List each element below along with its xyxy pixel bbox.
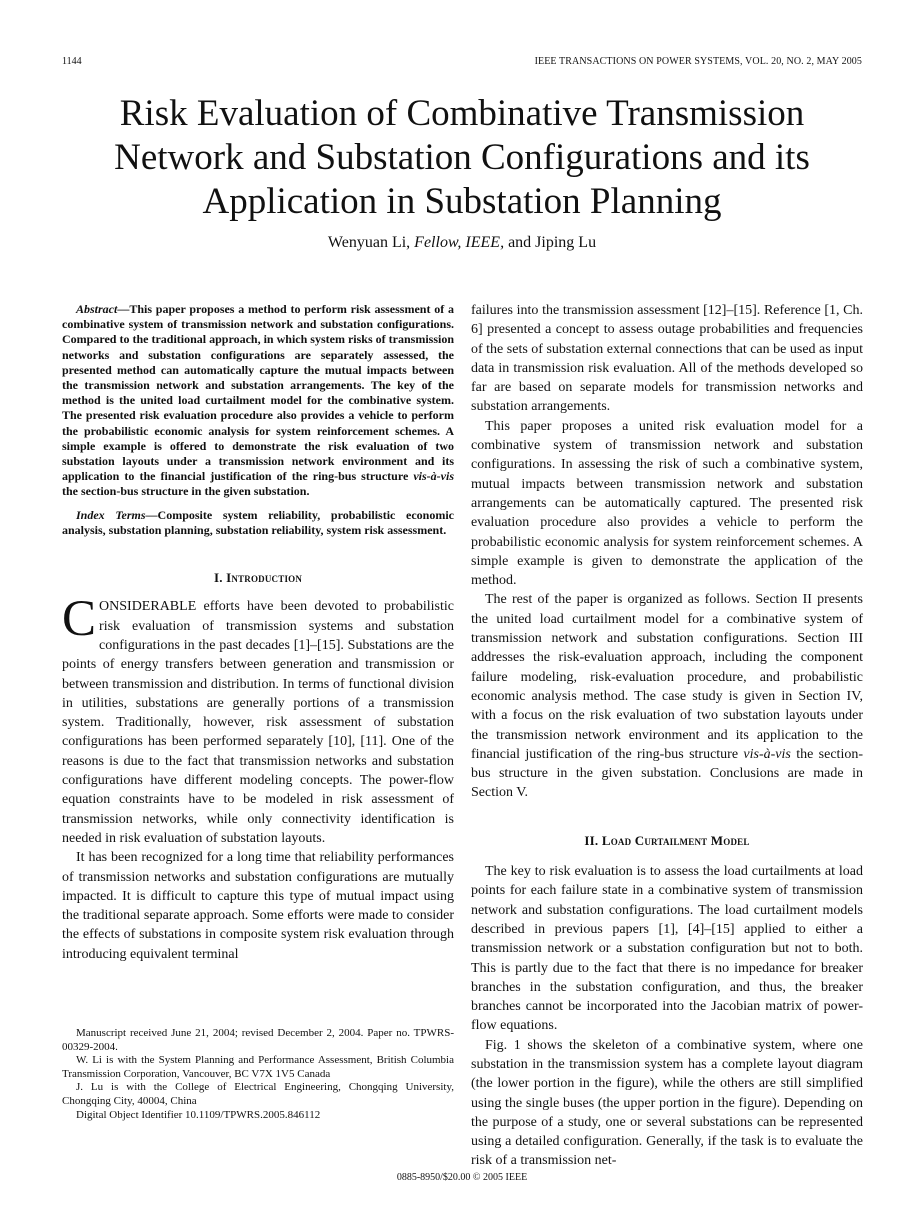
section-2-paragraph-2: Fig. 1 shows the skeleton of a combinative system, where one substation in the transmission system has a complete layout diagram (the lower portion in the figure), while the others are still simplified using the single buses (the upper portion in the figure). Depending on the purpose of a study, one or several substations can be represented using a detailed configuration. Generally, if the task is to evaluate the risk of a transmission net- [471, 1037, 863, 1169]
author-1: Wenyuan Li, [327, 234, 411, 251]
section-1-heading: I. Introduction [213, 570, 303, 586]
right-column [471, 301, 863, 1171]
abstract [62, 302, 454, 500]
intro-paragraph-4-text: The rest of the paper is organized as follows. Section II presents the united load curtailment model for a combinative system of transmission network and substation configurations. Section III addresses the risk-evaluation approach, including the component failure modeling, risk-evaluation procedure, and probabilistic economic analysis method. The case study is given in Section IV, with a focus on the risk evaluation of two substation layouts under the transmission network environment and its application to the financial justification of the ring-bus structure [471, 592, 863, 762]
index-terms [62, 508, 454, 538]
abstract-label: Abstract [76, 302, 118, 316]
intro-paragraph-1-text: ONSIDERABLE efforts have been devoted to probabilistic risk evaluation of transmission systems and substation configurations in the past decades [1]–[15]. Substations are the points of energy transfers between generation and transmission or between transmission and distribution. In terms of functional division in utilities, substations are generally portions of a transmission system. Traditionally, however, risk assessment of substation configurations has been performed separately [10], [11]. One of the reasons is due to the fact that transmission networks and substation configurations have different modeling concepts. The power-flow equation constraints have to be modeled in risk assessment of transmission networks, while only connectivity identification is needed in risk evaluation of substation layouts. [62, 599, 454, 846]
abstract-text: This paper proposes a method to perform risk assessment of a combinative system of transmission network and substation configurations. Compared to the traditional approach, in which system risks of transmission networks and substation configurations are separately assessed, the presented method can automatically capture the mutual impacts between the transmission network and substation arrangements. The key of the method is the united load curtailment model for the combinative system. The presented risk evaluation procedure also provides a vehicle to perform the probabilistic economic analysis for system reinforcement schemes. A simple example is offered to demonstrate the risk evaluation of two substation layouts under a transmission network environment and its application to the financial justification of the ring-bus structure [62, 302, 454, 484]
intro-paragraph-4-vis-a-vis: vis-à-vis [743, 746, 791, 762]
paper-title: Risk Evaluation of Combinative Transmission Network and Substation Configurations and its Application in Substation Planning [114, 93, 810, 222]
index-terms-label: Index Terms [76, 507, 146, 522]
page-number: 1144 [62, 56, 82, 67]
left-column [62, 302, 454, 964]
section-2-paragraph-1: The key to risk evaluation is to assess the load curtailments at load points for each failure state in a combinative system of transmission network and substation configurations. The load curtailment models described in previous papers [1], [4]–[15] applied to either a transmission network or a substation configuration but not to both. This is partly due to the fact that there is no impedance for breaker branches in the substation configuration, and thus, the breaker branches cannot be incorporated into the Jacobian matrix of power-flow equations. [471, 864, 863, 1034]
abstract-tail: the section-bus structure in the given substation. [62, 484, 310, 499]
footnote-author-2: J. Lu is with the College of Electrical Engineering, Chongqing University, Chongqing City, 40004, China [62, 1081, 454, 1107]
intro-paragraph-1 [62, 591, 454, 848]
footnote-author-1: W. Li is with the System Planning and Performance Assessment, British Columbia Transmission Corporation, Vancouver, BC V7X 1V5 Canada [62, 1054, 454, 1080]
abstract-dash: — [117, 302, 130, 316]
section-2-heading: II. Load Curtailment Model [584, 832, 750, 848]
author-line [62, 234, 862, 252]
author-2: and Jiping Lu [508, 234, 597, 251]
running-head: IEEE TRANSACTIONS ON POWER SYSTEMS, VOL. 20, NO. 2, MAY 2005 [534, 56, 862, 67]
index-terms-text: Composite system reliability, probabilistic economic analysis, substation planning, substation reliability, system risk assessment. [62, 507, 454, 537]
footnotes [62, 1027, 454, 1122]
intro-paragraph-4 [471, 590, 863, 802]
intro-paragraph-4-tail: the section-bus structure in the given substation. Conclusions are made in Section V. [471, 746, 863, 801]
intro-paragraph-3: This paper proposes a united risk evaluation model for a combinative system of transmission network and substation configurations. In assessing the risk of such a combinative system, mutual impacts between transmission network and substation arrangements can be automatically captured. The presented risk evaluation procedure also provides a vehicle to perform the probabilistic economic analysis for system reinforcement schemes. A simple example is given to demonstrate the application of the method. [471, 418, 863, 589]
copyright-footer: 0885-8950/$20.00 © 2005 IEEE [396, 1172, 528, 1183]
author-1-affiliation: Fellow, IEEE, [414, 234, 505, 251]
intro-paragraph-2-continued: failures into the transmission assessment [12]–[15]. Reference [1, Ch. 6] presented a concept to assess outage probabilities and frequencies of the sets of substation external connections that can be used as input data in transmission risk evaluation. All of the methods developed so far are based on separate models for transmission networks and substation arrangements. [471, 303, 863, 415]
footnote-doi: Digital Object Identifier 10.1109/TPWRS.2005.846112 [76, 1108, 321, 1121]
drop-cap: C [62, 591, 97, 648]
intro-paragraph-2: It has been recognized for a long time that reliability performances of transmission networks and substation configurations are mutually impacted. It is difficult to capture this type of mutual impact using the traditional separate approach. Some efforts were made to consider the effects of substations in composite system risk evaluation through introducing equivalent terminal [62, 850, 454, 962]
index-terms-dash: — [145, 507, 158, 522]
footnote-manuscript: Manuscript received June 21, 2004; revised December 2, 2004. Paper no. TPWRS-00329-2004. [62, 1027, 454, 1053]
abstract-vis-a-vis: vis-à-vis [413, 469, 454, 484]
